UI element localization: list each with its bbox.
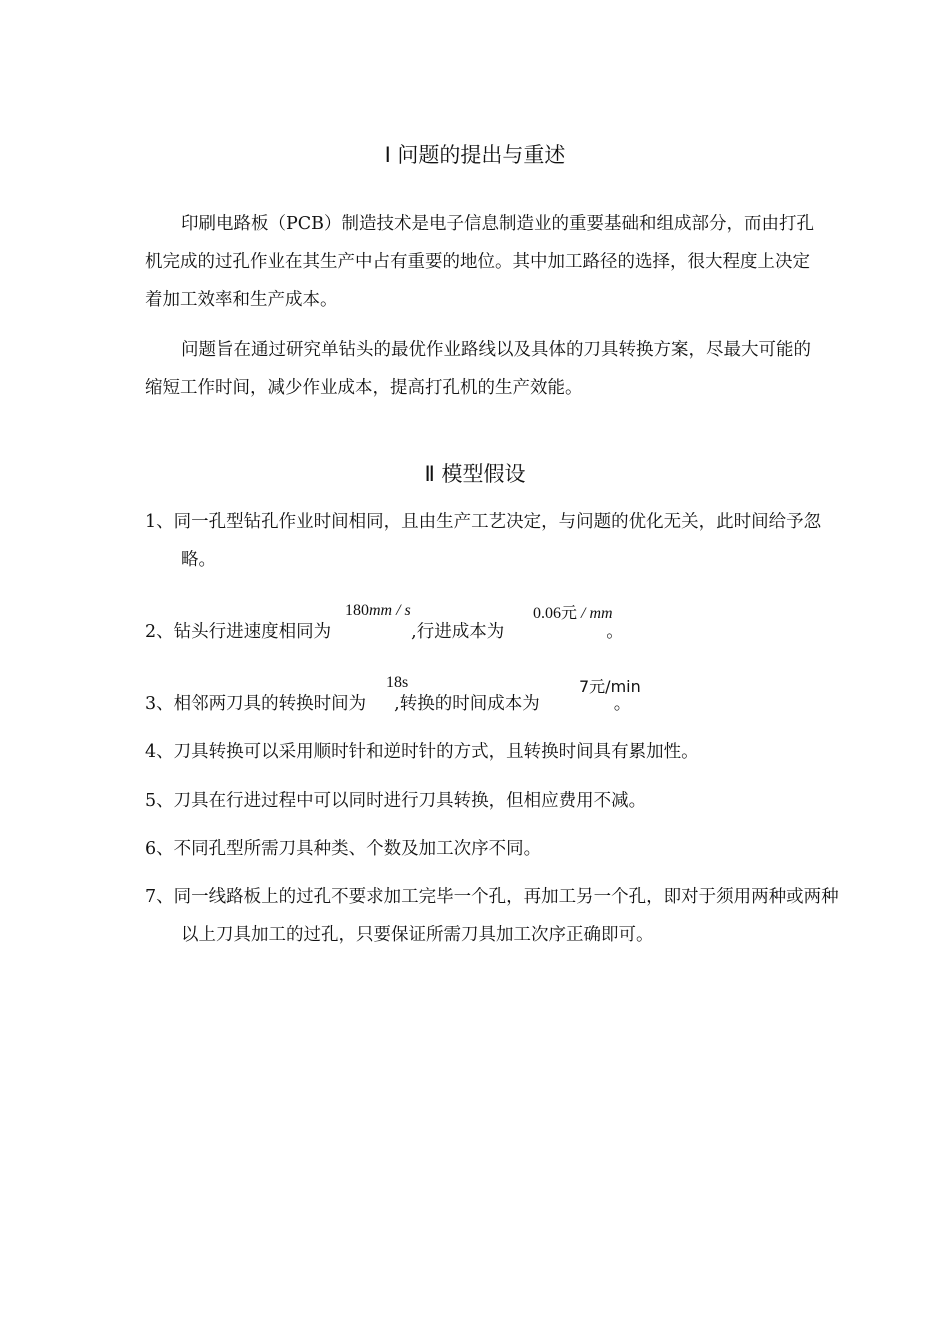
- travel-cost-value: 0.06元: [533, 605, 578, 622]
- assumption-item-2-suffix: 。: [606, 622, 624, 642]
- speed-value: 180: [345, 602, 369, 619]
- assumption-item-3-prefix: 3、相邻两刀具的转换时间为: [145, 694, 367, 714]
- assumption-item-3-suffix: 。: [613, 694, 632, 714]
- speed-equation: [345, 602, 411, 620]
- travel-cost-equation: [533, 600, 613, 623]
- travel-cost-unit: / mm: [577, 605, 613, 622]
- paragraph-background: 印刷电路板（PCB）制造技术是电子信息制造业的重要基础和组成部分，而由打孔机完成的过孔作业在其生产中占有重要的地位。其中加工路径的选择，很大程度上决定着加工效率和生产成本。: [145, 214, 815, 310]
- paragraph-objective: 问题旨在通过研究单钻头的最优作业路线以及具体的刀具转换方案，尽最大可能的缩短工作时间，减少作业成本，提高打孔机的生产效能。: [145, 340, 811, 398]
- assumption-item-3-middle: ,转换的时间成本为: [394, 694, 540, 714]
- switch-time-equation: 18s: [386, 674, 409, 691]
- assumption-item-5: 5、刀具在行进过程中可以同时进行刀具转换，但相应费用不减。: [145, 791, 647, 811]
- section-heading-assumptions: Ⅱ 模型假设: [424, 462, 526, 486]
- assumption-item-4: 4、刀具转换可以采用顺时针和逆时针的方式，且转换时间具有累加性。: [145, 742, 699, 762]
- assumption-item-7: 7、同一线路板上的过孔不要求加工完毕一个孔，再加工另一个孔，即对于须用两种或两种以上刀具加工的过孔，只要保证所需刀具加工次序正确即可。: [145, 887, 839, 945]
- section-heading-problem-statement: Ⅰ 问题的提出与重述: [384, 143, 566, 167]
- assumption-item-6: 6、不同孔型所需刀具种类、个数及加工次序不同。: [145, 839, 542, 859]
- assumption-item-2-prefix: 2、钻头行进速度相同为: [145, 622, 332, 642]
- speed-unit: mm / s: [369, 602, 411, 619]
- switch-cost-equation: 7元/min: [579, 677, 641, 696]
- assumption-item-3: [145, 690, 631, 715]
- assumption-item-1: 1、同一孔型钻孔作业时间相同，且由生产工艺决定，与问题的优化无关，此时间给予忽略。: [145, 512, 822, 570]
- assumption-item-2-middle: ,行进成本为: [411, 622, 505, 642]
